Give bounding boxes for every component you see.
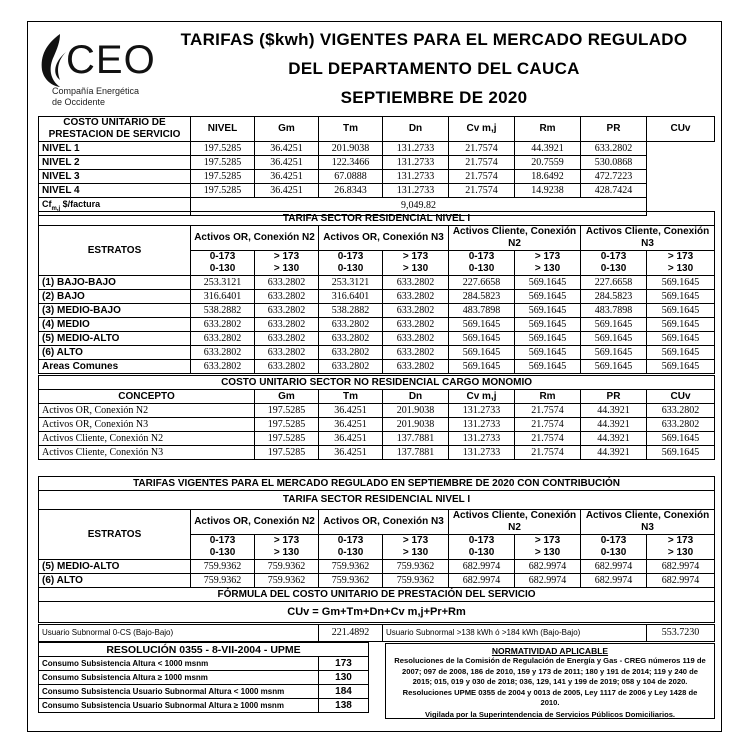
normatividad-box [385,643,715,719]
value-cell: 633.2802 [255,332,319,346]
value-cell: 472.7223 [581,170,647,184]
estratos-header: ESTRATOS [39,510,191,560]
value-cell: 569.1645 [515,290,581,304]
value-cell: 483.7898 [581,304,647,318]
unit-cost-table [38,116,715,216]
concept-label: Activos Cliente, Conexión N3 [39,446,255,460]
value-cell: 137.7881 [383,432,449,446]
non-residential-title: COSTO UNITARIO SECTOR NO RESIDENCIAL CARGO MONOMIO [39,376,715,390]
value-cell: 253.3121 [319,276,383,290]
col-header: Cv m,j [449,390,515,404]
value-cell: 569.1645 [515,304,581,318]
table-row [39,560,715,574]
value-cell: 569.1645 [581,332,647,346]
contribution-subtitle: TARIFA SECTOR RESIDENCIAL NIVEL I [39,491,715,510]
value-cell: 197.5285 [191,170,255,184]
estrato-label: (6) ALTO [39,574,191,588]
col-header: CUv [647,117,715,142]
col-header: Cv m,j [449,117,515,142]
unit-cost-label: COSTO UNITARIO DE PRESTACION DE SERVICIO [39,117,191,142]
value-cell: 633.2802 [191,360,255,374]
table-row [39,671,369,685]
value-cell: 682.9974 [581,574,647,588]
value-cell: 569.1645 [581,346,647,360]
value-cell: 569.1645 [515,346,581,360]
value-cell: 227.6658 [449,276,515,290]
estrato-label: Areas Comunes [39,360,191,374]
value-cell: 569.1645 [515,276,581,290]
value-cell: 682.9974 [515,560,581,574]
value-cell: 633.2802 [255,304,319,318]
estrato-label: (4) MEDIO [39,318,191,332]
table-row [39,346,715,360]
value-cell: 21.7574 [449,156,515,170]
col-header: Dn [383,117,449,142]
resolution-label: Consumo Subsistencia Usuario Subnormal Altura < 1000 msnm [39,685,319,699]
range-header: > 173 > 130 [383,535,449,560]
residential-tariff-table [38,211,715,374]
resolution-value: 130 [319,671,369,685]
value-cell: 197.5285 [255,432,319,446]
range-header: > 173 > 130 [255,251,319,276]
value-cell: 633.2802 [191,346,255,360]
value-cell: 131.2733 [383,156,449,170]
col-header: Tm [319,117,383,142]
value-cell: 633.2802 [383,360,449,374]
value-cell: 36.4251 [255,142,319,156]
value-cell: 633.2802 [647,418,715,432]
value-cell: 253.3121 [191,276,255,290]
value-cell: 633.2802 [255,290,319,304]
value-cell: 569.1645 [647,446,715,460]
value-cell: 131.2733 [449,418,515,432]
value-cell: 633.2802 [255,318,319,332]
col-header: Rm [515,390,581,404]
value-cell: 20.7559 [515,156,581,170]
value-cell: 633.2802 [255,346,319,360]
value-cell: 44.3921 [515,142,581,156]
value-cell: 197.5285 [191,156,255,170]
value-cell: 633.2802 [383,290,449,304]
range-header: > 173 > 130 [515,251,581,276]
table-row [39,432,715,446]
value-cell: 131.2733 [449,446,515,460]
value-cell: 569.1645 [647,290,715,304]
table-row [39,574,715,588]
value-cell: 759.9362 [191,560,255,574]
value-cell: 428.7424 [581,184,647,198]
value-cell: 21.7574 [449,184,515,198]
value-cell: 633.2802 [319,360,383,374]
normatividad-body: Resoluciones de la Comisión de Regulación de Energía y Gas - CREG números 119 de 2007; 097 de 2008, 186 de 2010, 159 y 173 de 2011; 180 y 191 de 2014; 119 y 240 de 2015; 015, 019 y 030 de 2018; 036, 129, 141 y 199 de 2019; 058 y 104 de 2020. Resoluciones UPME 0355 de 2004 y 0013 de 2005, Ley 1117 de 2006 y Ley 1428 de 2010. [394,656,706,707]
estrato-label: (3) MEDIO-BAJO [39,304,191,318]
value-cell: 201.9038 [383,418,449,432]
value-cell: 569.1645 [515,332,581,346]
group-header: Activos OR, Conexión N2 [191,226,319,251]
value-cell: 569.1645 [515,360,581,374]
value-cell: 18.6492 [515,170,581,184]
formula-title: FÓRMULA DEL COSTO UNITARIO DE PRESTACIÓN DEL SERVICIO [39,588,715,602]
range-header: 0-173 0-130 [449,535,515,560]
value-cell: 21.7574 [515,432,581,446]
value-cell: 633.2802 [581,142,647,156]
value-cell: 44.3921 [581,446,647,460]
value-cell: 633.2802 [383,276,449,290]
col-header: Gm [255,390,319,404]
residential-title: TARIFA SECTOR RESIDENCIAL NIVEL I [39,212,715,226]
group-header: Activos Cliente, Conexión N2 [449,226,581,251]
value-cell: 67.0888 [319,170,383,184]
value-cell: 569.1645 [449,332,515,346]
subnormal-left-label: Usuario Subnormal 0-CS (Bajo-Bajo) [39,625,319,642]
subnormal-table [38,624,715,642]
table-row [39,184,715,198]
col-header: Dn [383,390,449,404]
estrato-label: (2) BAJO [39,290,191,304]
resolution-value: 173 [319,657,369,671]
concept-label: Activos Cliente, Conexión N2 [39,432,255,446]
resolution-label: Consumo Subsistencia Usuario Subnormal Altura ≥ 1000 msnm [39,699,319,713]
value-cell: 682.9974 [647,560,715,574]
value-cell: 21.7574 [449,170,515,184]
resolution-label: Consumo Subsistencia Altura < 1000 msnm [39,657,319,671]
range-header: 0-173 0-130 [319,535,383,560]
range-header: > 173 > 130 [383,251,449,276]
value-cell: 197.5285 [191,142,255,156]
value-cell: 26.8343 [319,184,383,198]
value-cell: 633.2802 [255,276,319,290]
value-cell: 284.5823 [581,290,647,304]
contribution-table [38,476,715,623]
value-cell: 36.4251 [319,446,383,460]
value-cell: 36.4251 [319,404,383,418]
col-header: CONCEPTO [39,390,255,404]
value-cell: 569.1645 [581,360,647,374]
value-cell: 44.3921 [581,432,647,446]
logo-subtitle: Compañía Energética de Occidente [52,86,140,107]
estratos-header: ESTRATOS [39,226,191,276]
group-header: Activos Cliente, Conexión N2 [449,510,581,535]
value-cell: 284.5823 [449,290,515,304]
col-header: PR [581,117,647,142]
value-cell: 759.9362 [383,574,449,588]
value-cell: 131.2733 [383,184,449,198]
group-header: Activos OR, Conexión N3 [319,510,449,535]
value-cell: 538.2882 [319,304,383,318]
value-cell: 21.7574 [515,418,581,432]
value-cell: 633.2802 [191,332,255,346]
estrato-label: (5) MEDIO-ALTO [39,332,191,346]
value-cell: 227.6658 [581,276,647,290]
range-header: 0-173 0-130 [581,535,647,560]
value-cell: 633.2802 [383,304,449,318]
value-cell: 569.1645 [647,318,715,332]
level-label: NIVEL 3 [39,170,191,184]
group-header: Activos OR, Conexión N2 [191,510,319,535]
col-header: Rm [515,117,581,142]
value-cell: 682.9974 [449,560,515,574]
range-header: 0-173 0-130 [449,251,515,276]
value-cell: 21.7574 [515,446,581,460]
value-cell: 569.1645 [647,360,715,374]
value-cell: 483.7898 [449,304,515,318]
col-header: CUv [647,390,715,404]
value-cell: 316.6401 [319,290,383,304]
value-cell: 759.9362 [319,574,383,588]
range-header: > 173 > 130 [647,251,715,276]
value-cell: 759.9362 [319,560,383,574]
table-row [39,170,715,184]
col-header: NIVEL [191,117,255,142]
value-cell: 569.1645 [515,318,581,332]
value-cell: 122.3466 [319,156,383,170]
non-residential-table [38,375,715,460]
value-cell: 569.1645 [449,360,515,374]
value-cell: 36.4251 [255,156,319,170]
col-header: Gm [255,117,319,142]
value-cell: 21.7574 [515,404,581,418]
level-label: NIVEL 1 [39,142,191,156]
value-cell: 131.2733 [383,142,449,156]
value-cell: 633.2802 [383,318,449,332]
range-header: 0-173 0-130 [191,251,255,276]
value-cell: 682.9974 [647,574,715,588]
ceo-logo [38,30,156,114]
cf-label: $Cf_{m,j}$ $/factura [39,198,191,216]
value-cell: 36.4251 [255,184,319,198]
table-row [39,290,715,304]
value-cell: 530.0868 [581,156,647,170]
range-header: > 173 > 130 [515,535,581,560]
col-header: Tm [319,390,383,404]
range-header: > 173 > 130 [647,535,715,560]
col-header: PR [581,390,647,404]
value-cell: 36.4251 [319,418,383,432]
subnormal-right-value: 553.7230 [647,625,715,642]
value-cell: 36.4251 [319,432,383,446]
formula-text: CUv = Gm+Tm+Dn+Cv m,j+Pr+Rm [39,602,715,623]
value-cell: 14.9238 [515,184,581,198]
value-cell: 633.2802 [319,332,383,346]
table-row [39,657,369,671]
resolution-title: RESOLUCIÓN 0355 - 8-VII-2004 - UPME [39,643,369,657]
value-cell: 538.2882 [191,304,255,318]
value-cell: 21.7574 [449,142,515,156]
concept-label: Activos OR, Conexión N2 [39,404,255,418]
group-header: Activos Cliente, Conexión N3 [581,510,715,535]
range-header: 0-173 0-130 [191,535,255,560]
resolution-label: Consumo Subsistencia Altura ≥ 1000 msnm [39,671,319,685]
cf-value: 9,049.82 [191,198,647,216]
value-cell: 569.1645 [581,318,647,332]
subnormal-left-value: 221.4892 [319,625,383,642]
table-row [39,404,715,418]
normatividad-title: NORMATIVIDAD APLICABLE [491,646,609,656]
table-row [39,156,715,170]
table-row [39,418,715,432]
table-row [39,685,369,699]
title-line-2: DEL DEPARTAMENTO DEL CAUCA [288,59,580,78]
value-cell: 633.2802 [383,346,449,360]
value-cell: 569.1645 [647,346,715,360]
resolution-value: 138 [319,699,369,713]
table-row [39,276,715,290]
table-row [39,332,715,346]
value-cell: 36.4251 [255,170,319,184]
value-cell: 569.1645 [647,276,715,290]
value-cell: 633.2802 [383,332,449,346]
normatividad-footer: Vigilada por la Superintendencia de Servicios Públicos Domiciliarios. [424,709,676,719]
value-cell: 633.2802 [319,318,383,332]
range-header: > 173 > 130 [255,535,319,560]
title-line-3: SEPTIEMBRE DE 2020 [340,88,528,107]
value-cell: 682.9974 [515,574,581,588]
resolution-table [38,642,369,713]
value-cell: 633.2802 [647,404,715,418]
value-cell: 44.3921 [581,404,647,418]
value-cell: 682.9974 [581,560,647,574]
estrato-label: (5) MEDIO-ALTO [39,560,191,574]
estrato-label: (1) BAJO-BAJO [39,276,191,290]
value-cell: 137.7881 [383,446,449,460]
logo-word: CEO [66,38,156,82]
value-cell: 316.6401 [191,290,255,304]
value-cell: 682.9974 [449,574,515,588]
value-cell: 569.1645 [449,318,515,332]
value-cell: 201.9038 [383,404,449,418]
value-cell: 197.5285 [255,404,319,418]
value-cell: 569.1645 [647,432,715,446]
value-cell: 131.2733 [449,432,515,446]
value-cell: 569.1645 [647,332,715,346]
table-row [39,304,715,318]
value-cell: 131.2733 [449,404,515,418]
value-cell: 197.5285 [255,446,319,460]
resolution-value: 184 [319,685,369,699]
table-row [39,699,369,713]
value-cell: 569.1645 [647,304,715,318]
value-cell: 759.9362 [255,574,319,588]
estrato-label: (6) ALTO [39,346,191,360]
value-cell: 569.1645 [449,346,515,360]
value-cell: 759.9362 [191,574,255,588]
table-row [39,360,715,374]
value-cell: 633.2802 [255,360,319,374]
value-cell: 131.2733 [383,170,449,184]
value-cell: 44.3921 [581,418,647,432]
level-label: NIVEL 4 [39,184,191,198]
range-header: 0-173 0-130 [319,251,383,276]
group-header: Activos OR, Conexión N3 [319,226,449,251]
value-cell: 633.2802 [191,318,255,332]
value-cell: 201.9038 [319,142,383,156]
title-line-1: TARIFAS ($kwh) VIGENTES PARA EL MERCADO REGULADO [180,30,688,49]
value-cell: 633.2802 [319,346,383,360]
range-header: 0-173 0-130 [581,251,647,276]
contribution-title: TARIFAS VIGENTES PARA EL MERCADO REGULADO EN SEPTIEMBRE DE 2020 CON CONTRIBUCIÓN [39,477,715,491]
group-header: Activos Cliente, Conexión N3 [581,226,715,251]
value-cell: 759.9362 [383,560,449,574]
table-row [39,446,715,460]
concept-label: Activos OR, Conexión N3 [39,418,255,432]
subnormal-right-label: Usuario Subnormal >138 kWh ó >184 kWh (Bajo-Bajo) [383,625,647,642]
value-cell: 759.9362 [255,560,319,574]
value-cell: 197.5285 [255,418,319,432]
value-cell: 197.5285 [191,184,255,198]
table-row [39,318,715,332]
table-row [39,142,715,156]
level-label: NIVEL 2 [39,156,191,170]
